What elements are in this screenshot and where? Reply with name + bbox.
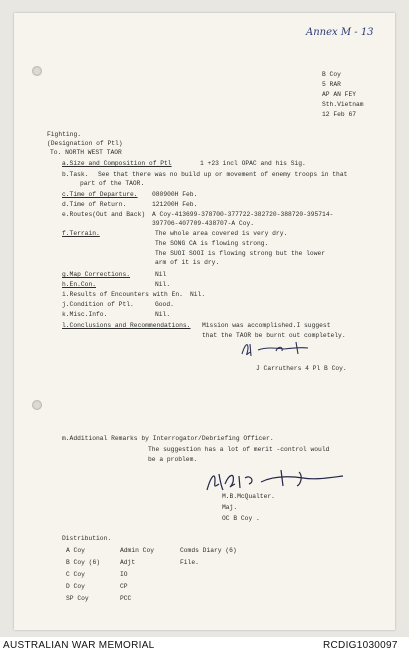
item-h-value: Nil. [155, 281, 171, 288]
item-f-line-4: arm of it is dry. [155, 259, 220, 266]
item-b-label: b.Task. [62, 171, 89, 178]
item-a-label: a.Size and Composition of Ptl [62, 160, 172, 167]
item-m-label: m.Additional Remarks by Interrogator/Debriefing Officer. [62, 435, 274, 442]
distribution-col1-item: B Coy (6) [66, 559, 101, 566]
item-e-value-cont: 397706-407709-438707-A Coy. [152, 220, 255, 227]
item-m-line-2: be a problem. [148, 456, 198, 463]
signature-mcqualter [203, 466, 353, 496]
patrol-type: Fighting. [47, 131, 82, 138]
item-m-line-1: The suggestion has a lot of merit -control would [148, 446, 330, 453]
header-date: 12 Feb 67 [322, 111, 357, 118]
distribution-col1-item: C Coy [66, 571, 85, 578]
archive-reference: RCDIG1030097 [323, 640, 398, 651]
signer-2-rank: Maj. [222, 504, 238, 511]
item-c-label: c.Time of Departure. [62, 191, 138, 198]
item-k-value: Nil. [155, 311, 171, 318]
distribution-col3-item: File. [180, 559, 199, 566]
item-d-value: 121200H Feb. [152, 201, 198, 208]
designation-label: (Designation of Ptl) [47, 140, 123, 147]
header-unit: B Coy [322, 71, 341, 78]
header-battalion: 5 RAR [322, 81, 341, 88]
item-d-label: d.Time of Return. [62, 201, 127, 208]
handwritten-annex-note: Annex M - 13 [306, 27, 374, 38]
distribution-col2-item: CP [120, 583, 128, 590]
distribution-col2-item: Adjt [120, 559, 136, 566]
punch-hole-bottom [32, 400, 42, 410]
archive-footer [0, 637, 409, 654]
signature-carruthers [236, 338, 331, 360]
item-i-value: Nil. [190, 291, 206, 298]
item-g-value: Nil [155, 271, 167, 278]
item-b-value-cont: part of the TAOR. [80, 180, 145, 187]
item-j-value: Good. [155, 301, 174, 308]
item-e-value: A Coy-413699-378700-377722-382720-388720-395714- [152, 211, 334, 218]
signer-2-name: M.B.McQualter. [222, 493, 275, 500]
item-i-label: i.Results of Encounters with En. [62, 291, 183, 298]
distribution-col1-item: A Coy [66, 547, 85, 554]
item-b-value: See that there was no build up or movement of enemy troops in that [98, 171, 348, 178]
item-c-value: 080900H Feb. [152, 191, 198, 198]
item-f-label: f.Terrain. [62, 230, 100, 237]
destination: To. NORTH WEST TAOR [50, 149, 122, 156]
item-f-line-2: The SONG CA is flowing strong. [155, 240, 269, 247]
distribution-col2-item: Admin Coy [120, 547, 155, 554]
item-l-value: Mission was accomplished.I suggest [202, 322, 331, 329]
item-f-line-1: The whole area covered is very dry. [155, 230, 288, 237]
item-h-label: h.En.Con. [62, 281, 97, 288]
item-e-label: e.Routes(Out and Back) [62, 211, 146, 218]
signer-2-position: OC B Coy . [222, 515, 260, 522]
distribution-col3-item: Comds Diary (6) [180, 547, 237, 554]
item-f-line-3: The SUOI SOOI is flowing strong but the lower [155, 250, 326, 257]
header-country: Sth.Vietnam [322, 101, 364, 108]
item-a-value: 1 +23 incl OPAC and his Sig. [200, 160, 306, 167]
punch-hole-top [32, 66, 42, 76]
item-k-label: k.Misc.Info. [62, 311, 108, 318]
distribution-col1-item: D Coy [66, 583, 85, 590]
item-l-value-cont: that the TAOR be burnt out completely. [202, 332, 346, 339]
distribution-col1-item: SP Coy [66, 595, 89, 602]
item-j-label: j.Condition of Ptl. [62, 301, 134, 308]
item-g-label: g.Map Corrections. [62, 271, 131, 278]
distribution-col2-item: IO [120, 571, 128, 578]
signer-1: J Carruthers 4 Pl B Coy. [256, 365, 347, 372]
distribution-col2-item: PCC [120, 595, 132, 602]
header-location: AP AN FEY [322, 91, 357, 98]
item-l-label: l.Conclusions and Recommendations. [62, 322, 191, 329]
distribution-title: Distribution. [62, 535, 112, 542]
archive-name: AUSTRALIAN WAR MEMORIAL [3, 640, 155, 651]
